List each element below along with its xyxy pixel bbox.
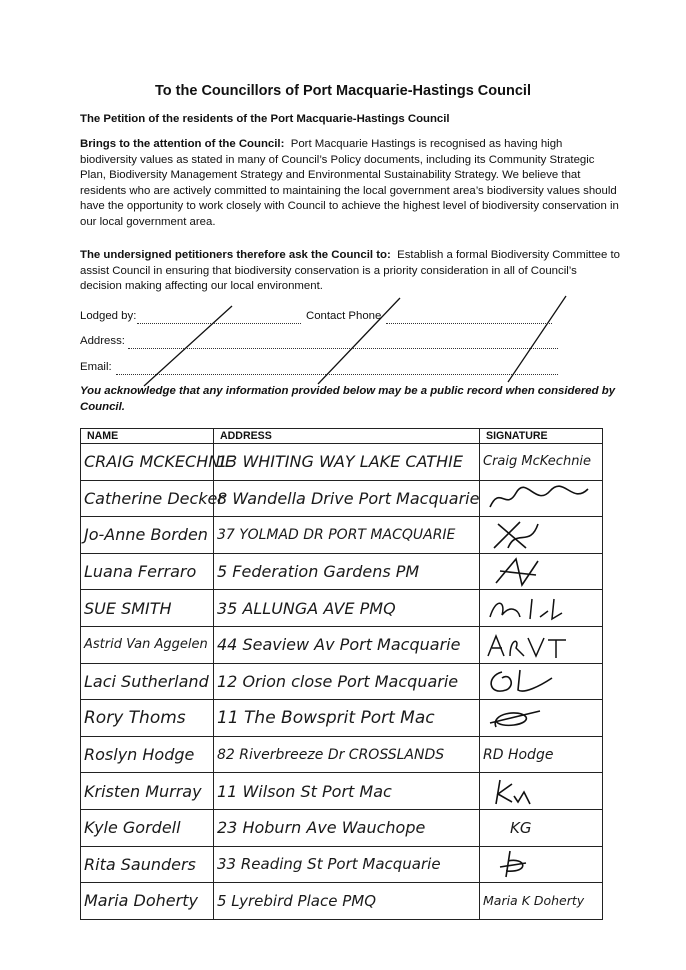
signer-name: SUE SMITH: [84, 598, 172, 618]
petition-subtitle: The Petition of the residents of the Port Macquarie-Hastings Council: [80, 113, 450, 125]
address-cell: [214, 883, 480, 920]
signer-address: 5 Federation Gardens PM: [217, 562, 420, 582]
page-title: To the Councillors of Port Macquarie-Hastings Council: [155, 83, 531, 99]
email-line: [116, 374, 558, 375]
name-cell: [81, 626, 214, 663]
signer-name: Laci Sutherland: [84, 671, 209, 691]
table-row: [81, 883, 603, 920]
signature-scribble: [480, 591, 600, 625]
signature-table: [80, 428, 603, 920]
name-cell: [81, 736, 214, 773]
signer-address: 35 ALLUNGA AVE PMQ: [217, 598, 396, 618]
address-cell: [214, 663, 480, 700]
address-cell: [214, 700, 480, 737]
request-label: The undersigned petitioners therefore ask the Council to:: [80, 249, 391, 261]
table-row: [81, 626, 603, 663]
signature-cell: [480, 883, 603, 920]
signature-scribble: [480, 664, 600, 698]
signer-address: 8 Wandella Drive Port Macquarie: [217, 488, 480, 508]
name-cell: [81, 553, 214, 590]
strike-line: [508, 296, 566, 382]
signer-address: 23 Hoburn Ave Wauchope: [217, 818, 426, 838]
signature-cell: [480, 553, 603, 590]
address-cell: [214, 736, 480, 773]
address-label: Address:: [80, 335, 125, 347]
table-row: [81, 700, 603, 737]
table-header-row: [81, 429, 603, 444]
signer-address: 37 YOLMAD DR PORT MACQUARIE: [217, 526, 456, 543]
signature-scribble: [480, 701, 600, 735]
attention-text: Port Macquarie Hastings is recognised as having high biodiversity values as stated in many of Council’s Policy documents, including its Community Strategic Plan, Biodiversity Management Strategy and Environmental Sustainability Strategy. We believe that residents who are actively committed to maintaining the local government area’s biodiversity values should have the opportunity to work closely with Council to achieve the highest level of biodiversity conservation in our local government area.: [80, 138, 619, 228]
address-cell: [214, 553, 480, 590]
signer-name: Jo-Anne Borden: [84, 525, 208, 545]
lodged-by-line: [137, 323, 301, 324]
name-cell: [81, 480, 224, 517]
signer-address: 13 WHITING WAY LAKE CATHIE: [217, 452, 463, 472]
address-cell: [214, 590, 480, 627]
signer-address: 82 Riverbreeze Dr CROSSLANDS: [217, 746, 445, 763]
table-row: [81, 480, 603, 517]
signer-address: 11 The Bowsprit Port Mac: [217, 707, 435, 728]
address-column-header: ADDRESS: [214, 429, 480, 444]
table-row: [81, 663, 603, 700]
name-cell: [81, 444, 236, 481]
address-cell: [214, 626, 480, 663]
signature-cell: [480, 736, 603, 773]
signature-cell: [480, 626, 603, 663]
request-paragraph: [80, 248, 620, 295]
address-cell: [214, 809, 480, 846]
signer-signature: Maria K Doherty: [483, 893, 585, 909]
signer-address: 5 Lyrebird Place PMQ: [217, 891, 376, 910]
table-row: [81, 517, 603, 554]
table-row: [81, 846, 603, 883]
signer-name: Catherine Decker: [84, 488, 224, 508]
signer-name: Kristen Murray: [84, 781, 202, 801]
signer-signature: KG: [510, 818, 532, 837]
signature-scribble: [480, 481, 600, 515]
name-cell: [81, 883, 214, 920]
table-row: [81, 736, 603, 773]
signature-scribble: [480, 847, 600, 881]
name-cell: [81, 809, 214, 846]
address-cell: [214, 773, 480, 810]
signature-cell: [480, 846, 603, 883]
signature-cell: [480, 517, 603, 554]
name-cell: [81, 590, 214, 627]
signature-scribble: [480, 555, 600, 589]
table-row: [81, 809, 603, 846]
table-row: [81, 590, 603, 627]
signature-cell: [480, 809, 603, 846]
address-cell: [214, 846, 480, 883]
address-cell: [214, 517, 480, 554]
signature-cell: [480, 480, 603, 517]
signature-cell: [480, 663, 603, 700]
signer-address: 33 Reading St Port Macquarie: [217, 855, 441, 874]
table-row: [81, 773, 603, 810]
signer-address: 12 Orion close Port Macquarie: [217, 671, 459, 691]
name-column-header: NAME: [81, 429, 214, 444]
signature-scribble: [480, 774, 600, 808]
public-record-notice: You acknowledge that any information provided below may be a public record when considered by Council.: [80, 385, 616, 413]
signer-name: Rita Saunders: [84, 854, 196, 874]
signer-name: Roslyn Hodge: [84, 745, 195, 765]
signature-cell: [480, 773, 603, 810]
attention-label: Brings to the attention of the Council:: [80, 138, 285, 150]
name-cell: [81, 773, 214, 810]
lodged-by-label: Lodged by:: [80, 310, 137, 322]
signer-address: 44 Seaview Av Port Macquarie: [217, 635, 461, 655]
request-text: Establish a formal Biodiversity Committee to assist Council in ensuring that biodiversity conservation is a priority consideration in all of Council’s decision making affecting our local environment.: [80, 249, 620, 293]
name-cell: [81, 700, 214, 737]
signature-scribble: [480, 628, 600, 662]
name-cell: [81, 517, 214, 554]
contact-phone-line: [386, 323, 552, 324]
name-cell: [81, 663, 214, 700]
address-cell: [214, 444, 480, 481]
signer-name: Maria Doherty: [84, 891, 198, 911]
signature-cell: [480, 444, 603, 481]
signer-name: Luana Ferraro: [84, 562, 197, 582]
email-label: Email:: [80, 361, 112, 373]
contact-phone-label: Contact Phone: [306, 310, 382, 322]
signer-signature: RD Hodge: [483, 746, 554, 763]
signer-name: Rory Thoms: [84, 707, 186, 728]
signer-name: Astrid Van Aggelen: [84, 637, 208, 653]
signer-name: CRAIG MCKECHNIE: [84, 452, 236, 472]
name-cell: [81, 846, 214, 883]
address-cell: [214, 480, 480, 517]
address-line: [128, 348, 558, 349]
table-row: [81, 444, 603, 481]
signer-signature: Craig McKechnie: [483, 454, 592, 470]
signer-name: Kyle Gordell: [84, 818, 181, 838]
table-row: [81, 553, 603, 590]
attention-paragraph: [80, 137, 620, 231]
signer-address: 11 Wilson St Port Mac: [217, 781, 392, 801]
signature-cell: [480, 590, 603, 627]
signature-cell: [480, 700, 603, 737]
signature-column-header: SIGNATURE: [480, 429, 603, 444]
signature-scribble: [480, 518, 600, 552]
